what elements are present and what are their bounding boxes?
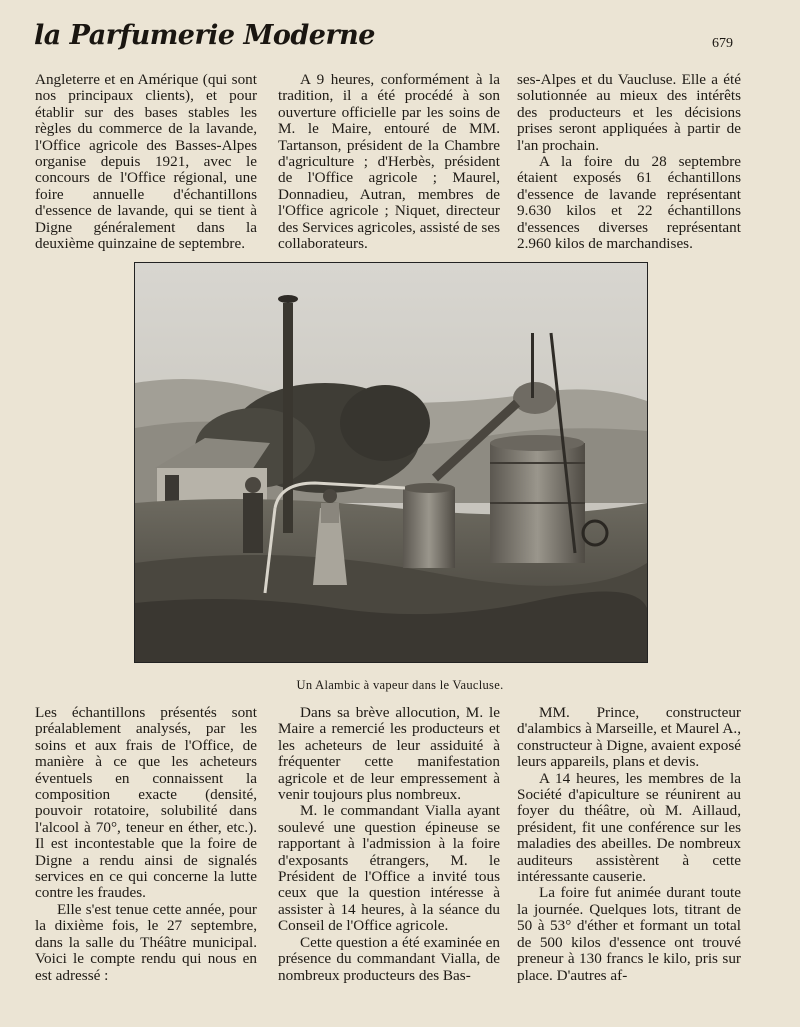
masthead: la Parfumerie Moderne — [34, 20, 375, 51]
paragraph: M. le commandant Vialla ayant soulevé une question épineuse se rapportant à l'admission à la foire d'exposants étrangers, M. le Président de l'Office a invité tous ceux que la question intéresse à assister à 14 heures, à la séance du Conseil de l'Office agricole. — [278, 802, 500, 935]
paragraph: Angleterre et en Amérique (qui sont nos principaux clients), et pour établir sur des bases stables les règles du commerce de la lavande, l'Office agricole des Basses-Alpes organise depuis 1921, avec le concours de l'Office régional, une foire annuelle d'échantillons d'essence de lavande, qui se tient à Digne généralement dans la deuxième quinzaine de septembre. — [35, 71, 257, 253]
paragraph: Elle s'est tenue cette année, pour la dixième fois, le 27 septembre, dans la salle du Théâtre municipal. Voici le compte rendu qui nous en est adressé : — [35, 900, 257, 984]
paragraph: MM. Prince, constructeur d'alambics à Marseille, et Maurel A., constructeur à Digne, avaient exposé leurs appareils, plans et devis. — [517, 704, 741, 771]
page-number: 679 — [712, 36, 733, 51]
paragraph: ses-Alpes et du Vaucluse. Elle a été solutionnée au mieux des intérêts des producteurs et les décisions prises seront appliquées à partir de l'an prochain. — [517, 71, 741, 154]
text-column-bottom-left — [35, 705, 257, 984]
paragraph: La foire fut animée durant toute la journée. Quelques lots, titrant de 50 à 53° d'éther et formant un total de 500 kilos d'essence ont trouvé preneur à 130 francs le kilo, pris sur place. D'autres af- — [517, 884, 741, 984]
text-column-top-middle — [278, 72, 500, 252]
paragraph: A la foire du 28 septembre étaient exposés 61 échantillons d'essence de lavande représentant 9.630 kilos et 22 échantillons d'essences diverses représentant 2.960 kilos de marchandises. — [517, 153, 741, 253]
paragraph: Les échantillons présentés sont préalablement analysés, par les soins et aux frais de l'Office, de manière à ce que les acheteurs éventuels en connaissent la composition exacte (densité, pouvoir rotatoire, solubilité dans l'alcool à 70°, teneur en éther, etc.). Il est incontestable que la foire de Digne a rendu ainsi de signalés services en ce qui concerne la lutte contre les fraudes. — [35, 704, 257, 902]
paragraph: A 9 heures, conformément à la tradition, il a été procédé à son ouverture officielle par les soins de M. le Maire, entouré de MM. Tartanson, président de la Chambre d'agriculture ; d'Herbès, président de l'Office agricole ; Maurel, Donnadieu, Autran, membres de l'Office agricole ; Niquet, directeur des Services agricoles, assisté de ses collaborateurs. — [278, 71, 500, 253]
text-column-top-left — [35, 72, 257, 252]
text-column-bottom-right — [517, 705, 741, 984]
text-column-bottom-middle — [278, 705, 500, 984]
text-column-top-right — [517, 72, 741, 252]
paragraph: Cette question a été examinée en présence du commandant Vialla, de nombreux producteurs des Bas- — [278, 933, 500, 984]
photo-caption: Un Alambic à vapeur dans le Vaucluse. — [296, 678, 504, 692]
paragraph: Dans sa brève allocution, M. le Maire a remercié les producteurs et les acheteurs de leur assiduité à fréquenter cette manifestation agricole et de leur empressement à venir toujours plus nombreux. — [278, 704, 500, 804]
paragraph: A 14 heures, les membres de la Société d'apiculture se réunirent au foyer du théâtre, où M. Aillaud, président, fit une conférence sur les maladies des abeilles. De nombreux auditeurs assistèrent à cette intéressante causerie. — [517, 769, 741, 886]
still-photograph — [134, 262, 648, 663]
still-illustration — [135, 263, 647, 662]
